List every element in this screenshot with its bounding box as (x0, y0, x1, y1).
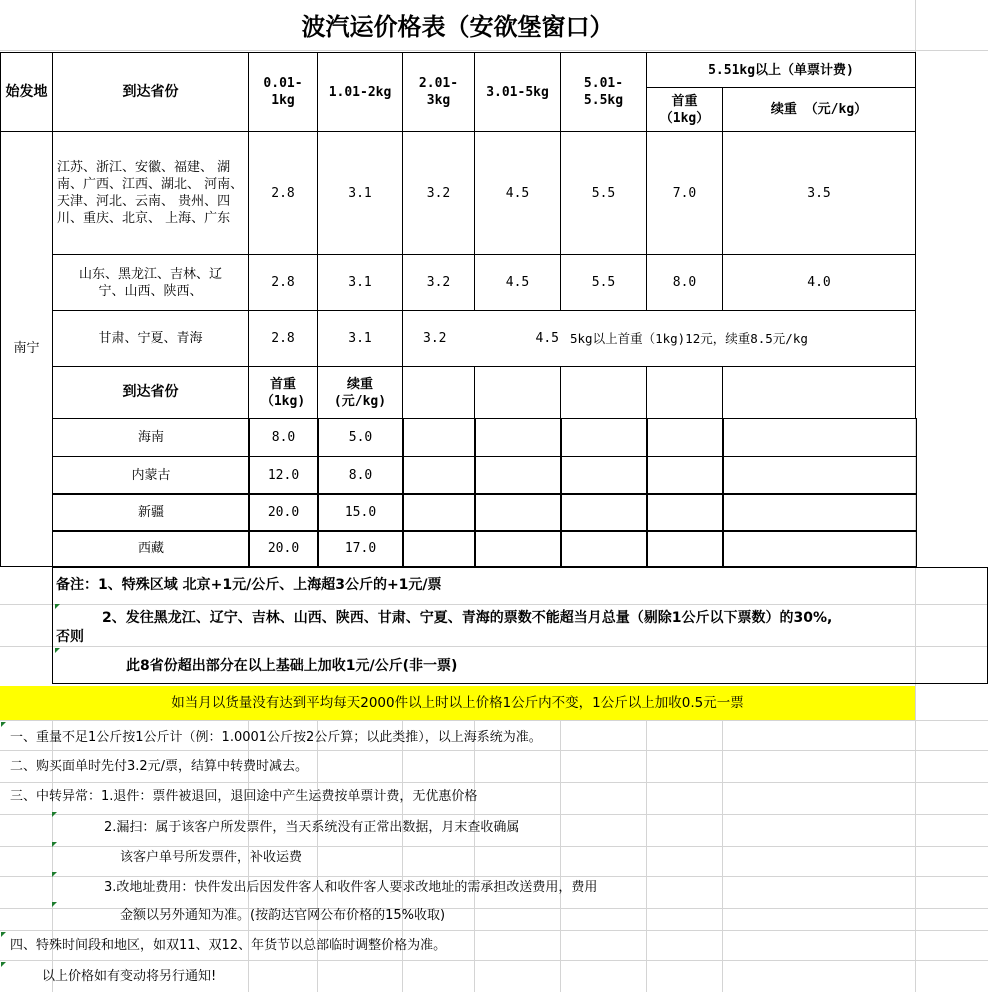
note-3: 三、中转异常：1.退件：票件被退回，退回途中产生运费按单票计费，无优惠价格 (10, 789, 478, 804)
empty-cell (722, 418, 917, 457)
empty-cell (474, 418, 562, 457)
row3-v1: 2.8 (248, 310, 318, 367)
sub-row-dest: 海南 (52, 418, 250, 457)
empty-cell (560, 418, 648, 457)
remark-2b: 否则 (56, 629, 84, 645)
sub-header-first: 首重（1kg) (248, 366, 318, 419)
sub-row-first: 20.0 (248, 530, 319, 567)
sub-row-cont: 17.0 (317, 530, 404, 567)
note-3-3b: 金额以另外通知为准。(按韵达官网公布价格的15%收取) (120, 908, 446, 923)
empty-cell (722, 530, 917, 567)
row1-v1: 2.8 (248, 131, 318, 255)
row1-v2: 3.1 (317, 131, 403, 255)
header-w4: 3.01-5kg (474, 52, 561, 132)
empty-cell (402, 418, 476, 457)
row1-v4: 4.5 (474, 131, 561, 255)
empty-cell (402, 456, 476, 495)
sub-header-dest: 到达省份 (52, 366, 249, 419)
page-title: 波汽运价格表（安欲堡窗口） (301, 11, 614, 41)
header-w3: 2.01-3kg (402, 52, 475, 132)
row2-first: 8.0 (646, 254, 723, 311)
empty-cell (402, 530, 476, 567)
empty-cell (474, 493, 562, 532)
note-2: 二、购买面单时先付3.2元/票，结算中转费时减去。 (10, 759, 309, 774)
sub-row-cont: 8.0 (317, 456, 404, 495)
empty-cell (646, 530, 724, 567)
header-w5: 5.01-5.5kg (560, 52, 647, 132)
remark-3: 此8省份超出部分在以上基础上加收1元/公斤(非一票) (126, 658, 458, 674)
sub-header-cont: 续重(元/kg) (317, 366, 403, 419)
row2-v5: 5.5 (560, 254, 647, 311)
empty-cell (722, 366, 916, 419)
note-3-2b: 该客户单号所发票件，补收运费 (120, 850, 303, 865)
row1-cont: 3.5 (722, 131, 916, 255)
sub-row-first: 20.0 (248, 493, 319, 532)
sub-row-cont: 5.0 (317, 418, 404, 457)
row3-v2: 3.1 (317, 310, 403, 367)
sub-row-dest: 内蒙古 (52, 456, 250, 495)
remark-1: 备注：1、特殊区域 北京+1元/公斤、上海超3公斤的+1元/票 (56, 577, 442, 593)
note-3-3: 3.改地址费用：快件发出后因发件客人和收件客人要求改地址的需承担改送费用，费用 (104, 880, 598, 895)
note-1: 一、重量不足1公斤按1公斤计（例：1.0001公斤按2公斤算；以此类推），以上海系统为准。 (10, 730, 542, 745)
row1-dest: 江苏、浙江、安徽、福建、 湖南、广西、江西、湖北、 河南、天津、河北、云南、 贵州、四川、重庆、北京、 上海、广东 (52, 131, 249, 255)
header-w2: 1.01-2kg (317, 52, 403, 132)
empty-cell (560, 456, 648, 495)
empty-cell (560, 366, 647, 419)
empty-cell (646, 418, 724, 457)
header-dest: 到达省份 (52, 52, 249, 132)
row2-dest: 山东、黑龙江、吉林、辽宁、山西、陕西、 (52, 254, 249, 311)
sub-row-dest: 新疆 (52, 493, 250, 532)
empty-cell (402, 493, 476, 532)
header-origin: 始发地 (0, 52, 53, 132)
row3-dest: 甘肃、宁夏、青海 (52, 310, 249, 367)
row1-first: 7.0 (646, 131, 723, 255)
empty-cell (646, 456, 724, 495)
row3-special: 5kg以上首重（1kg)12元，续重8.5元/kg (560, 310, 916, 367)
sub-row-first: 12.0 (248, 456, 319, 495)
origin-city: 南宁 (0, 131, 53, 567)
empty-cell (722, 456, 917, 495)
volume-condition-banner: 如当月以货量没有达到平均每天2000件以上时以上价格1公斤内不变，1公斤以上加收0.5元一票 (0, 686, 915, 720)
row2-v1: 2.8 (248, 254, 318, 311)
header-first: 首重（1kg） (646, 87, 723, 132)
row2-v2: 3.1 (317, 254, 403, 311)
row2-v3: 3.2 (402, 254, 475, 311)
sub-row-first: 8.0 (248, 418, 319, 457)
row2-cont: 4.0 (722, 254, 916, 311)
empty-cell (646, 493, 724, 532)
sub-row-cont: 15.0 (317, 493, 404, 532)
empty-cell (474, 366, 561, 419)
row2-v4: 4.5 (474, 254, 561, 311)
row3-v4: 4.5 (474, 310, 561, 367)
header-cont: 续重 （元/kg） (722, 87, 916, 132)
row1-v3: 3.2 (402, 131, 475, 255)
empty-cell (646, 366, 723, 419)
note-4: 四、特殊时间段和地区，如双11、双12、年货节以总部临时调整价格为准。 (10, 938, 447, 953)
empty-cell (560, 530, 648, 567)
row3-v3: 3.2 (402, 310, 475, 367)
remark-2a: 2、发往黑龙江、辽宁、吉林、山西、陕西、甘肃、宁夏、青海的票数不能超当月总量（剔除1公斤以下票数）的30%, (102, 610, 833, 626)
empty-cell (560, 493, 648, 532)
header-w1: 0.01-1kg (248, 52, 318, 132)
header-over: 5.51kg以上（单票计费) (646, 52, 916, 88)
row1-v5: 5.5 (560, 131, 647, 255)
note-5: 以上价格如有变动将另行通知! (42, 969, 217, 984)
empty-cell (474, 530, 562, 567)
note-3-2: 2.漏扫：属于该客户所发票件，当天系统没有正常出数据，月末查收确属 (104, 820, 520, 835)
empty-cell (474, 456, 562, 495)
empty-cell (402, 366, 475, 419)
sub-row-dest: 西藏 (52, 530, 250, 567)
empty-cell (722, 493, 917, 532)
